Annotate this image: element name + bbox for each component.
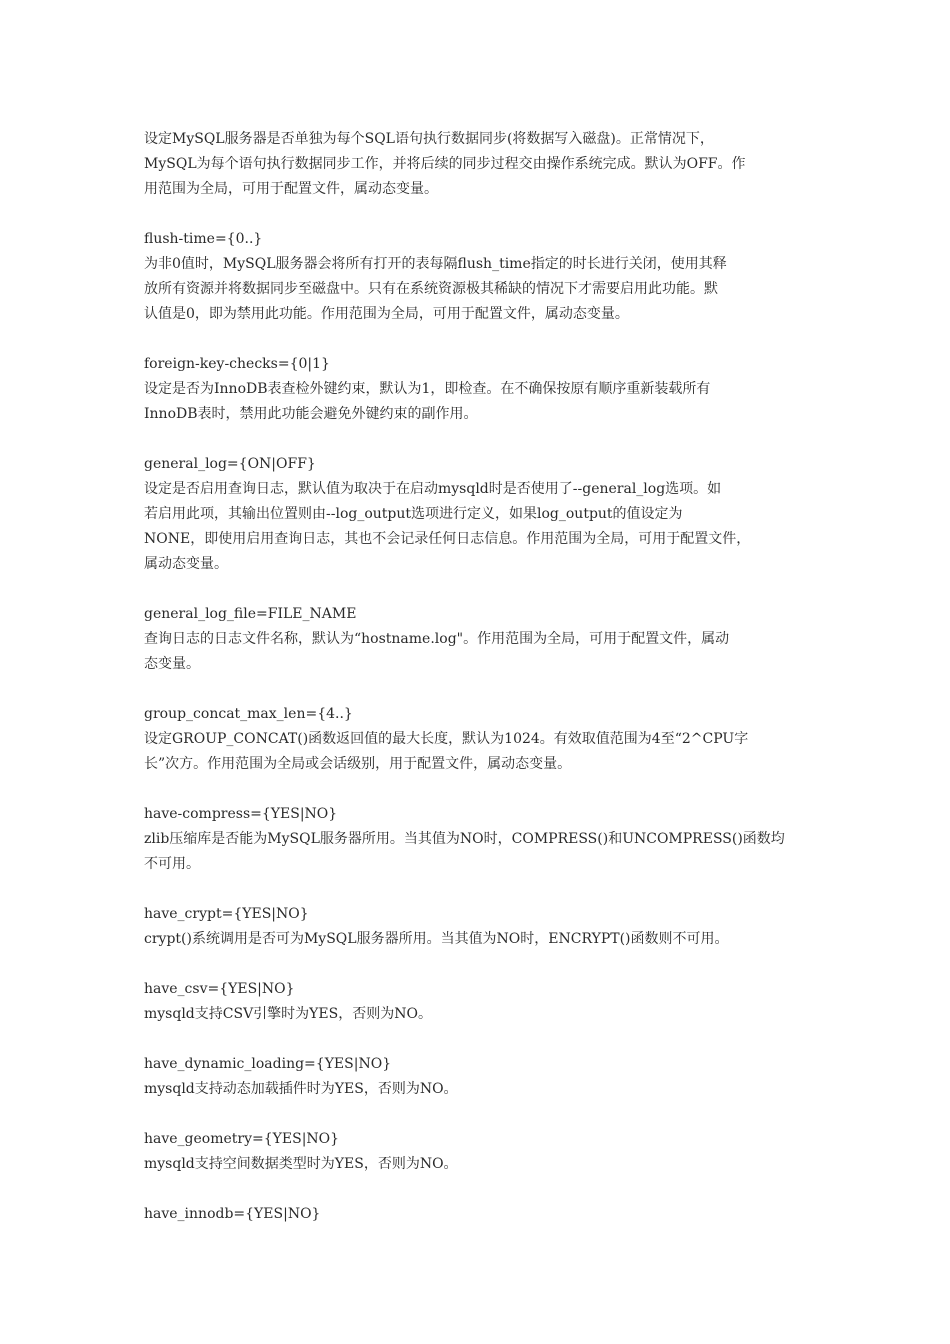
intro-paragraph — [144, 127, 812, 202]
variable-name: general_log={ON|OFF} — [144, 456, 316, 472]
variable-name: have_crypt={YES|NO} — [144, 906, 309, 922]
paragraph-line: 若启用此项，其输出位置则由--log_output选项进行定义，如果log_output的值设定为 — [144, 506, 683, 522]
paragraph-line: 为非0值时，MySQL服务器会将所有打开的表每隔flush_time指定的时长进行关闭，使用其释 — [144, 256, 727, 272]
variable-entry-have-crypt — [144, 902, 812, 952]
paragraph-line: 不可用。 — [144, 856, 200, 872]
variable-entry-have-dynamic-loading — [144, 1052, 812, 1102]
variable-name: flush-time={0..} — [144, 231, 263, 247]
paragraph-line: 设定是否为InnoDB表查检外键约束，默认为1，即检查。在不确保按原有顺序重新装载所有 — [144, 381, 711, 397]
paragraph-line: mysqld支持动态加载插件时为YES，否则为NO。 — [144, 1081, 458, 1097]
variable-entry-have-compress — [144, 802, 812, 877]
paragraph-line: mysqld支持空间数据类型时为YES，否则为NO。 — [144, 1156, 458, 1172]
paragraph-line: crypt()系统调用是否可为MySQL服务器所用。当其值为NO时，ENCRYPT()函数则不可用。 — [144, 931, 729, 947]
variable-name: have_innodb={YES|NO} — [144, 1206, 321, 1222]
variable-entry-have-innodb — [144, 1202, 812, 1227]
variable-entry-group-concat-max-len — [144, 702, 812, 777]
paragraph-line: NONE，即使用启用查询日志，其也不会记录任何日志信息。作用范围为全局，可用于配置文件， — [144, 531, 751, 547]
paragraph-line: 设定MySQL服务器是否单独为每个SQL语句执行数据同步(将数据写入磁盘)。正常情况下， — [144, 131, 714, 147]
document-page — [144, 127, 812, 1227]
paragraph-line: 查询日志的日志文件名称，默认为“hostname.log"。作用范围为全局，可用于配置文件，属动 — [144, 631, 730, 647]
variable-name: group_concat_max_len={4..} — [144, 706, 353, 722]
paragraph-line: MySQL为每个语句执行数据同步工作，并将后续的同步过程交由操作系统完成。默认为OFF。作 — [144, 156, 746, 172]
paragraph-line: zlib压缩库是否能为MySQL服务器所用。当其值为NO时，COMPRESS()和UNCOMPRESS()函数均 — [144, 831, 785, 847]
variable-entry-flush-time — [144, 227, 812, 327]
paragraph-line: 用范围为全局，可用于配置文件，属动态变量。 — [144, 181, 438, 197]
variable-entry-general-log-file — [144, 602, 812, 677]
variable-entry-foreign-key-checks — [144, 352, 812, 427]
paragraph-line: mysqld支持CSV引擎时为YES，否则为NO。 — [144, 1006, 432, 1022]
paragraph-line: 态变量。 — [144, 656, 200, 672]
variable-entry-have-geometry — [144, 1127, 812, 1177]
paragraph-line: 设定GROUP_CONCAT()函数返回值的最大长度，默认为1024。有效取值范围为4至“2^CPU字 — [144, 731, 749, 747]
variable-name: have_geometry={YES|NO} — [144, 1131, 340, 1147]
variable-name: have_csv={YES|NO} — [144, 981, 295, 997]
paragraph-line: 放所有资源并将数据同步至磁盘中。只有在系统资源极其稀缺的情况下才需要启用此功能。默 — [144, 281, 718, 297]
variable-entry-have-csv — [144, 977, 812, 1027]
variable-name: have-compress={YES|NO} — [144, 806, 338, 822]
variable-name: foreign-key-checks={0|1} — [144, 356, 330, 372]
variable-entry-general-log — [144, 452, 812, 577]
paragraph-line: 认值是0，即为禁用此功能。作用范围为全局，可用于配置文件，属动态变量。 — [144, 306, 629, 322]
paragraph-line: 设定是否启用查询日志，默认值为取决于在启动mysqld时是否使用了--general_log选项。如 — [144, 481, 722, 497]
variable-name: general_log_file=FILE_NAME — [144, 606, 357, 622]
variable-name: have_dynamic_loading={YES|NO} — [144, 1056, 392, 1072]
paragraph-line: 长”次方。作用范围为全局或会话级别，用于配置文件，属动态变量。 — [144, 756, 572, 772]
paragraph-line: InnoDB表时，禁用此功能会避免外键约束的副作用。 — [144, 406, 478, 422]
paragraph-line: 属动态变量。 — [144, 556, 228, 572]
